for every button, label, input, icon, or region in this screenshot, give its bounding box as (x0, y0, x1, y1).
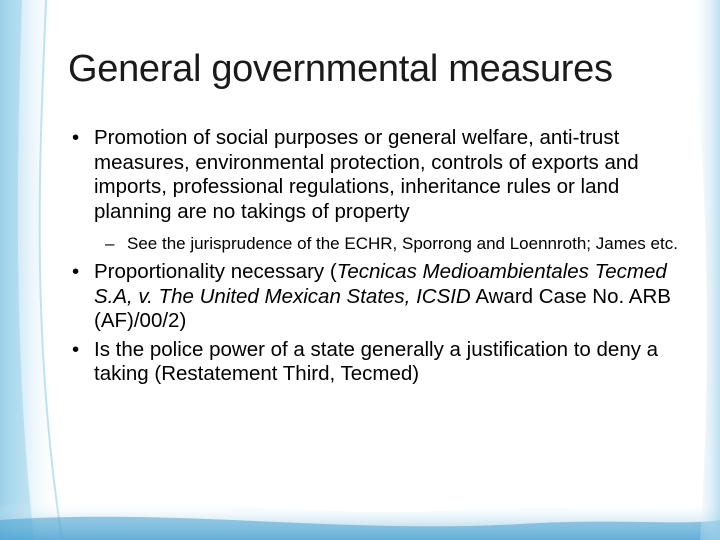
bullet-mark: • (72, 337, 80, 361)
bullet-item-3 (72, 338, 697, 387)
case-citation-italic: Tecnicas Medioambientales Tecmed S.A, v. The United Mexican States, ICSID (94, 260, 667, 308)
bullet-item-1 (72, 126, 697, 224)
bullet-item-2 (72, 260, 697, 334)
bullet-mark: • (72, 260, 80, 283)
bullet-text: Promotion of social purposes or general welfare, anti-trust measures, environmental protection, controls of exports and imports, professional regulations, inheritance rules or land planning are no takings of property (94, 126, 639, 223)
slide-body (72, 126, 697, 387)
sub-bullet-text: See the jurisprudence of the ECHR, Sporrong and Loennroth; James etc. (127, 234, 678, 253)
bullet-text-part-b: Award Case No. ARB (AF)/00/2) (94, 284, 671, 332)
bullet-text-part-a: Proportionality necessary ( (94, 260, 337, 283)
slide-title: General governmental measures (68, 48, 613, 90)
sub-bullet-item-1 (105, 233, 697, 254)
sub-bullet-mark: – (105, 234, 115, 253)
bullet-text: Is the police power of a state generally a justification to deny a taking (Restatement Third, Tecmed) (94, 337, 659, 385)
bullet-mark: • (72, 126, 80, 149)
